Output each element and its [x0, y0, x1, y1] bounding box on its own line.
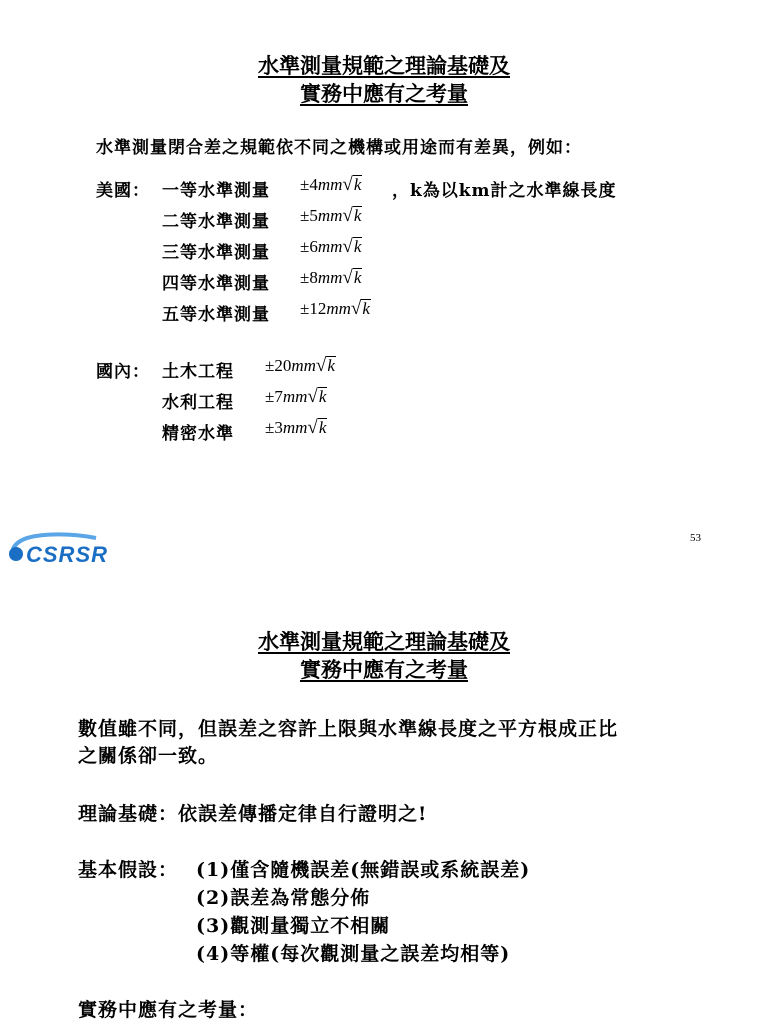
tolerance-formula: ±6mm√k	[300, 236, 362, 257]
tolerance-formula: ±8mm√k	[300, 267, 362, 288]
csrsr-logo	[6, 528, 116, 570]
para1-line2: 之關係卻一致。	[78, 745, 219, 767]
page-number: 53	[690, 532, 701, 544]
usa-standard-label-3: 三等水準測量	[162, 243, 270, 263]
assumption-1: (1)僅含隨機誤差(無錯誤或系統誤差)	[196, 859, 531, 881]
domestic-standard-formula-1	[265, 355, 336, 377]
tolerance-formula: ±3mm√k	[265, 417, 327, 438]
slide1-intro: 水準測量閉合差之規範依不同之機構或用途而有差異，例如：	[96, 138, 582, 158]
domestic-standard-formula-3	[265, 417, 327, 439]
assumption-4: (4)等權(每次觀測量之誤差均相等)	[196, 943, 511, 965]
tolerance-formula: ±5mm√k	[300, 205, 362, 226]
tolerance-formula: ±7mm√k	[265, 386, 327, 407]
usa-standard-formula-1	[300, 174, 362, 196]
usa-standard-label-1: 一等水準測量	[162, 181, 270, 201]
domestic-label: 國內：	[96, 362, 150, 382]
slide1-title-line1: 水準測量規範之理論基礎及	[258, 53, 510, 78]
practice-line: 實務中應有之考量：	[78, 999, 259, 1021]
domestic-standard-label-1: 土木工程	[162, 362, 234, 382]
usa-standard-formula-4	[300, 267, 362, 289]
k-note: ，k為以km計之水準線長度	[392, 181, 617, 201]
domestic-standard-label-3: 精密水準	[162, 424, 234, 444]
theory-line: 理論基礎：依誤差傳播定律自行證明之!	[78, 803, 428, 825]
domestic-standard-formula-2	[265, 386, 327, 408]
slide1-title-line2: 實務中應有之考量	[300, 81, 468, 106]
assumption-label: 基本假設：	[78, 859, 179, 881]
para1-line1: 數值雖不同，但誤差之容許上限與水準線長度之平方根成正比	[78, 718, 619, 740]
slide2-title	[0, 628, 768, 684]
slide1-title	[0, 52, 768, 108]
domestic-standard-label-2: 水利工程	[162, 393, 234, 413]
tolerance-formula: ±12mm√k	[300, 298, 370, 319]
slide2-title-line2: 實務中應有之考量	[300, 657, 468, 682]
assumption-2: (2)誤差為常態分佈	[196, 887, 371, 909]
usa-label: 美國：	[96, 181, 150, 201]
usa-standard-formula-2	[300, 205, 362, 227]
tolerance-formula: ±4mm√k	[300, 174, 362, 195]
usa-standard-formula-5	[300, 298, 371, 320]
logo-text: CSRSR	[26, 542, 109, 567]
csrsr-logo-icon	[6, 528, 116, 570]
tolerance-formula: ±20mm√k	[265, 355, 335, 376]
usa-standard-label-4: 四等水準測量	[162, 274, 270, 294]
usa-standard-label-2: 二等水準測量	[162, 212, 270, 232]
slide2-title-line1: 水準測量規範之理論基礎及	[258, 629, 510, 654]
usa-standard-formula-3	[300, 236, 362, 258]
assumption-3: (3)觀測量獨立不相關	[196, 915, 391, 937]
usa-standard-label-5: 五等水準測量	[162, 305, 270, 325]
